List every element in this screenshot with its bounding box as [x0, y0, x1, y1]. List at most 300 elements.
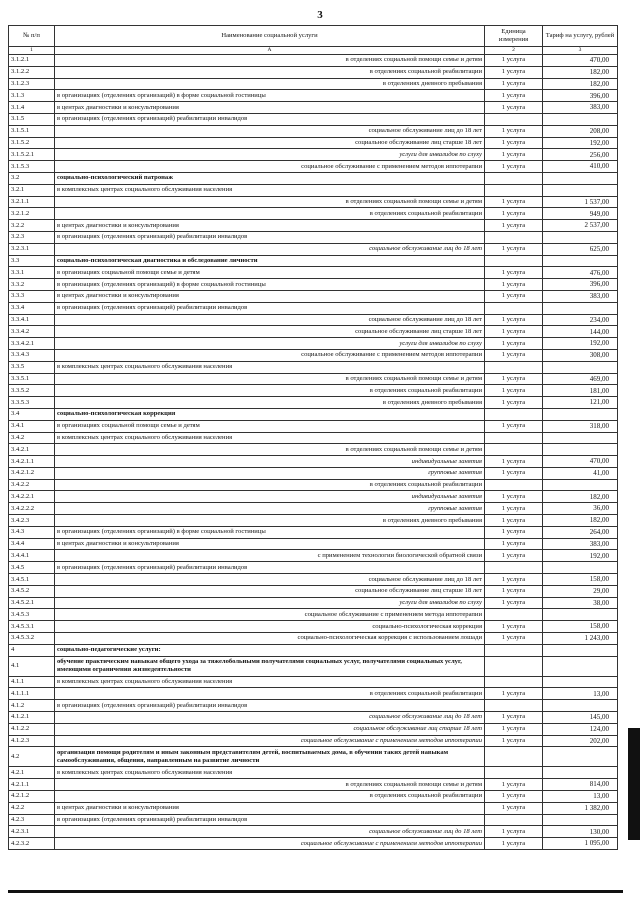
row-unit: 1 услуга [485, 78, 543, 90]
row-service-name: в комплексных центрах социального обслуживания населения [55, 361, 485, 373]
row-unit: 1 услуга [485, 467, 543, 479]
scan-edge-mark [628, 728, 640, 840]
row-service-name: социальное обслуживание лиц до 18 лет [55, 826, 485, 838]
row-price: 182,00 [543, 78, 618, 90]
row-service-name: социальное обслуживание лиц старше 18 лет [55, 723, 485, 735]
row-service-name: в отделениях социальной реабилитации [55, 385, 485, 397]
row-number: 3.3.1 [9, 267, 55, 279]
row-unit: 1 услуга [485, 125, 543, 137]
row-price: 38,00 [543, 597, 618, 609]
row-number: 3.4.3 [9, 526, 55, 538]
row-unit: 1 услуга [485, 66, 543, 78]
row-service-name: социальное обслуживание лиц до 18 лет [55, 125, 485, 137]
row-unit [485, 700, 543, 712]
row-unit: 1 услуга [485, 723, 543, 735]
row-service-name: социальное обслуживание лиц до 18 лет [55, 314, 485, 326]
header-name: Наименование социальной услуги [55, 26, 485, 47]
row-number: 3.1.5.2.1 [9, 149, 55, 161]
row-unit: 1 услуга [485, 538, 543, 550]
table-header-row [9, 26, 618, 47]
row-unit: 1 услуга [485, 802, 543, 814]
row-number: 3.1.3 [9, 90, 55, 102]
row-price: 470,00 [543, 456, 618, 468]
row-service-name: социальное обслуживание лиц старше 18 лет [55, 585, 485, 597]
row-service-name: в организациях (отделениях организаций) в форме социальной гостиницы [55, 279, 485, 291]
row-number: 3.4.5 [9, 562, 55, 574]
table-row [9, 78, 618, 90]
row-price [543, 408, 618, 420]
table-row [9, 538, 618, 550]
row-price: 192,00 [543, 550, 618, 562]
row-price: 410,00 [543, 161, 618, 173]
table-row [9, 826, 618, 838]
row-price [543, 562, 618, 574]
row-unit [485, 814, 543, 826]
row-unit [485, 113, 543, 125]
row-number: 4.2.1 [9, 767, 55, 779]
row-unit [485, 432, 543, 444]
table-row [9, 172, 618, 184]
row-service-name: в организациях (отделениях организаций) реабилитации инвалидов [55, 562, 485, 574]
row-price: 625,00 [543, 243, 618, 255]
row-number: 3.1.2.2 [9, 66, 55, 78]
row-service-name: в отделениях социальной реабилитации [55, 791, 485, 803]
index-col-1: 1 [9, 47, 55, 55]
row-unit: 1 услуга [485, 314, 543, 326]
row-price: 469,00 [543, 373, 618, 385]
row-service-name: индивидуальные занятия [55, 456, 485, 468]
row-price [543, 444, 618, 456]
row-number: 3.4.5.3.1 [9, 621, 55, 633]
table-row [9, 373, 618, 385]
row-unit: 1 услуга [485, 326, 543, 338]
row-unit [485, 302, 543, 314]
row-unit: 1 услуга [485, 574, 543, 586]
table-row [9, 161, 618, 173]
row-number: 3.4.2.3 [9, 515, 55, 527]
row-unit: 1 услуга [485, 149, 543, 161]
table-row [9, 562, 618, 574]
row-price: 1 095,00 [543, 838, 618, 850]
row-number: 3.4.2.2.1 [9, 491, 55, 503]
row-unit [485, 408, 543, 420]
table-row [9, 149, 618, 161]
row-number: 3.4.1 [9, 420, 55, 432]
row-number: 3.3.4 [9, 302, 55, 314]
table-row [9, 408, 618, 420]
row-service-name: групповые занятия [55, 503, 485, 515]
row-unit [485, 767, 543, 779]
table-row [9, 55, 618, 67]
row-number: 3.3 [9, 255, 55, 267]
row-number: 3.2 [9, 172, 55, 184]
row-service-name: в организациях (отделениях организаций) реабилитации инвалидов [55, 231, 485, 243]
row-unit: 1 услуга [485, 385, 543, 397]
row-price [543, 656, 618, 676]
row-unit: 1 услуга [485, 735, 543, 747]
row-number: 3.4.4.1 [9, 550, 55, 562]
row-price: 234,00 [543, 314, 618, 326]
table-row [9, 231, 618, 243]
row-service-name: в организациях (отделениях организаций) реабилитации инвалидов [55, 814, 485, 826]
row-service-name: социальное обслуживание лиц старше 18 лет [55, 137, 485, 149]
table-row [9, 349, 618, 361]
row-unit: 1 услуга [485, 90, 543, 102]
table-row [9, 338, 618, 350]
row-number: 3.4.2.2.2 [9, 503, 55, 515]
index-col-4: 3 [543, 47, 618, 55]
table-row [9, 125, 618, 137]
row-service-name: в комплексных центрах социального обслуживания населения [55, 767, 485, 779]
row-price: 396,00 [543, 90, 618, 102]
row-price [543, 644, 618, 656]
row-number: 3.1.5.1 [9, 125, 55, 137]
table-row [9, 302, 618, 314]
row-price: 145,00 [543, 712, 618, 724]
row-number: 3.4.5.3.2 [9, 633, 55, 645]
column-index-row [9, 47, 618, 55]
table-row [9, 644, 618, 656]
row-service-name: организация помощи родителям и иным законным представителям детей, воспитываемых дома, в обучении таких детей навыкам самообслуживания, общения, направленным на развитие личности [55, 747, 485, 767]
row-price [543, 113, 618, 125]
row-service-name: в отделениях социальной помощи семье и детям [55, 373, 485, 385]
row-number: 3.3.4.2.1 [9, 338, 55, 350]
row-service-name: в отделениях социальной реабилитации [55, 208, 485, 220]
row-number: 4.2.3.1 [9, 826, 55, 838]
table-row [9, 621, 618, 633]
row-price [543, 609, 618, 621]
row-unit: 1 услуга [485, 597, 543, 609]
table-row [9, 314, 618, 326]
row-number: 3.3.4.1 [9, 314, 55, 326]
row-price: 1 537,00 [543, 196, 618, 208]
row-number: 3.3.5 [9, 361, 55, 373]
row-price [543, 747, 618, 767]
row-unit [485, 172, 543, 184]
row-number: 3.4.2.1.2 [9, 467, 55, 479]
row-unit: 1 услуга [485, 102, 543, 114]
table-row [9, 102, 618, 114]
row-number: 4.1.2.1 [9, 712, 55, 724]
row-unit: 1 услуга [485, 279, 543, 291]
row-service-name: в организациях (отделениях организаций) реабилитации инвалидов [55, 302, 485, 314]
row-price [543, 255, 618, 267]
row-price: 202,00 [543, 735, 618, 747]
table-row [9, 838, 618, 850]
table-row [9, 432, 618, 444]
row-price: 383,00 [543, 102, 618, 114]
row-service-name: групповые занятия [55, 467, 485, 479]
row-price [543, 302, 618, 314]
row-number: 3.3.3 [9, 290, 55, 302]
table-row [9, 220, 618, 232]
row-price: 36,00 [543, 503, 618, 515]
row-service-name: социальное обслуживание лиц до 18 лет [55, 574, 485, 586]
row-unit: 1 услуга [485, 397, 543, 409]
table-row [9, 208, 618, 220]
row-price: 1 382,00 [543, 802, 618, 814]
row-number: 3.4.5.2.1 [9, 597, 55, 609]
row-unit: 1 услуга [485, 373, 543, 385]
table-row [9, 503, 618, 515]
table-row [9, 467, 618, 479]
row-price: 383,00 [543, 538, 618, 550]
row-number: 3.4.2.2 [9, 479, 55, 491]
row-price: 264,00 [543, 526, 618, 538]
row-price: 256,00 [543, 149, 618, 161]
table-row [9, 526, 618, 538]
row-service-name: в отделениях социальной помощи семье и детям [55, 55, 485, 67]
row-price: 2 537,00 [543, 220, 618, 232]
row-number: 4.2.3.2 [9, 838, 55, 850]
table-row [9, 735, 618, 747]
row-number: 3.2.3.1 [9, 243, 55, 255]
row-number: 3.2.1.1 [9, 196, 55, 208]
row-service-name: в организациях (отделениях организаций) в форме социальной гостиницы [55, 526, 485, 538]
row-service-name: в центрах диагностики и консультирования [55, 102, 485, 114]
row-unit: 1 услуга [485, 826, 543, 838]
table-row [9, 597, 618, 609]
row-price: 29,00 [543, 585, 618, 597]
row-service-name: социально-психологическая диагностика и обследование личности [55, 255, 485, 267]
row-price: 41,00 [543, 467, 618, 479]
row-service-name: в отделениях социальной реабилитации [55, 688, 485, 700]
table-row [9, 767, 618, 779]
table-row [9, 747, 618, 767]
row-number: 4.2.2 [9, 802, 55, 814]
row-service-name: в отделениях социальной реабилитации [55, 479, 485, 491]
row-unit: 1 услуга [485, 633, 543, 645]
table-row [9, 326, 618, 338]
row-number: 3.1.4 [9, 102, 55, 114]
row-service-name: социальное обслуживание лиц до 18 лет [55, 712, 485, 724]
row-unit: 1 услуга [485, 55, 543, 67]
row-price: 13,00 [543, 688, 618, 700]
row-number: 3.1.2.3 [9, 78, 55, 90]
row-unit: 1 услуга [485, 688, 543, 700]
table-row [9, 633, 618, 645]
row-price: 182,00 [543, 515, 618, 527]
table-row [9, 676, 618, 688]
row-price: 476,00 [543, 267, 618, 279]
header-price: Тариф на услугу, рублей [543, 26, 618, 47]
table-row [9, 456, 618, 468]
table-row [9, 267, 618, 279]
row-unit: 1 услуга [485, 349, 543, 361]
row-service-name: в комплексных центрах социального обслуживания населения [55, 184, 485, 196]
row-service-name: социально-педагогические услуги: [55, 644, 485, 656]
table-row [9, 279, 618, 291]
row-price [543, 231, 618, 243]
table-row [9, 420, 618, 432]
row-unit: 1 услуга [485, 208, 543, 220]
row-price: 308,00 [543, 349, 618, 361]
row-unit [485, 231, 543, 243]
row-service-name: услуги для инвалидов по слуху [55, 149, 485, 161]
table-row [9, 814, 618, 826]
row-price: 814,00 [543, 779, 618, 791]
row-price: 1 243,00 [543, 633, 618, 645]
header-num: № п/п [9, 26, 55, 47]
row-number: 3.3.5.3 [9, 397, 55, 409]
row-unit: 1 услуга [485, 220, 543, 232]
row-unit [485, 444, 543, 456]
row-price: 949,00 [543, 208, 618, 220]
row-unit: 1 услуга [485, 526, 543, 538]
table-row [9, 723, 618, 735]
row-number: 4.2.1.1 [9, 779, 55, 791]
row-number: 3.1.2.1 [9, 55, 55, 67]
row-unit: 1 услуга [485, 196, 543, 208]
row-service-name: социальное обслуживание с применением методов иппотерапии [55, 838, 485, 850]
row-unit [485, 644, 543, 656]
row-number: 3.1.5 [9, 113, 55, 125]
row-price: 130,00 [543, 826, 618, 838]
row-service-name: в центрах диагностики и консультирования [55, 538, 485, 550]
row-service-name: в отделениях дневного пребывания [55, 397, 485, 409]
row-number: 3.3.2 [9, 279, 55, 291]
row-service-name: социальное обслуживание с применением методов иппотерапии [55, 161, 485, 173]
table-row [9, 397, 618, 409]
row-unit [485, 184, 543, 196]
row-unit: 1 услуга [485, 503, 543, 515]
row-price: 192,00 [543, 338, 618, 350]
row-price: 124,00 [543, 723, 618, 735]
row-unit [485, 255, 543, 267]
row-price [543, 172, 618, 184]
row-number: 3.3.5.2 [9, 385, 55, 397]
row-number: 4.1.1 [9, 676, 55, 688]
row-number: 4.2 [9, 747, 55, 767]
row-unit: 1 услуга [485, 456, 543, 468]
row-service-name: в отделениях дневного пребывания [55, 515, 485, 527]
row-service-name: обучение практическим навыкам общего ухода за тяжелобольными получателями социальных услуг, получателями социальных услуг, имеющими ограничения жизнедеятельности [55, 656, 485, 676]
row-service-name: социально-психологическая коррекция [55, 408, 485, 420]
row-price: 318,00 [543, 420, 618, 432]
row-unit [485, 609, 543, 621]
table-row [9, 802, 618, 814]
table-row [9, 491, 618, 503]
table-row [9, 137, 618, 149]
row-number: 3.3.4.2 [9, 326, 55, 338]
row-service-name: в комплексных центрах социального обслуживания населения [55, 676, 485, 688]
row-number: 3.1.5.3 [9, 161, 55, 173]
table-row [9, 184, 618, 196]
row-unit [485, 361, 543, 373]
row-number: 3.2.3 [9, 231, 55, 243]
row-number: 4.1 [9, 656, 55, 676]
row-price [543, 767, 618, 779]
table-row [9, 700, 618, 712]
row-service-name: социально-психологическая коррекция с использованием лошади [55, 633, 485, 645]
row-service-name: социальное обслуживание с применением методов иппотерапии [55, 349, 485, 361]
table-row [9, 688, 618, 700]
row-service-name: услуги для инвалидов по слуху [55, 338, 485, 350]
row-unit: 1 услуга [485, 712, 543, 724]
row-number: 4.2.3 [9, 814, 55, 826]
row-unit: 1 услуга [485, 550, 543, 562]
row-price: 383,00 [543, 290, 618, 302]
row-unit: 1 услуга [485, 515, 543, 527]
row-price [543, 184, 618, 196]
services-tariff-table [8, 25, 618, 850]
row-service-name: социальное обслуживание лиц старше 18 лет [55, 326, 485, 338]
row-service-name: в отделениях социальной помощи семье и детям [55, 196, 485, 208]
row-price: 192,00 [543, 137, 618, 149]
table-row [9, 656, 618, 676]
table-row [9, 479, 618, 491]
table-row [9, 791, 618, 803]
row-service-name: в организациях (отделениях организаций) реабилитации инвалидов [55, 113, 485, 125]
row-unit: 1 услуга [485, 585, 543, 597]
row-number: 4 [9, 644, 55, 656]
row-number: 4.1.1.1 [9, 688, 55, 700]
table-row [9, 66, 618, 78]
row-service-name: в отделениях социальной помощи семье и детям [55, 444, 485, 456]
row-service-name: социальное обслуживание с применением методов иппотерапии [55, 735, 485, 747]
table-row [9, 779, 618, 791]
row-number: 3.2.1.2 [9, 208, 55, 220]
table-row [9, 712, 618, 724]
row-number: 3.4.5.1 [9, 574, 55, 586]
row-number: 3.4.2 [9, 432, 55, 444]
row-price: 121,00 [543, 397, 618, 409]
index-col-3: 2 [485, 47, 543, 55]
row-service-name: с применением технологии биологической обратной связи [55, 550, 485, 562]
row-price: 158,00 [543, 574, 618, 586]
row-number: 3.4.4 [9, 538, 55, 550]
table-row [9, 290, 618, 302]
row-price [543, 361, 618, 373]
row-service-name: в организациях (отделениях организаций) реабилитации инвалидов [55, 700, 485, 712]
row-service-name: в центрах диагностики и консультирования [55, 802, 485, 814]
row-service-name: в центрах диагностики и консультирования [55, 220, 485, 232]
row-unit: 1 услуга [485, 791, 543, 803]
row-number: 4.1.2.2 [9, 723, 55, 735]
index-col-2: А [55, 47, 485, 55]
row-number: 4.1.2.3 [9, 735, 55, 747]
row-unit [485, 479, 543, 491]
row-price [543, 432, 618, 444]
table-row [9, 585, 618, 597]
table-row [9, 113, 618, 125]
page-number: 3 [317, 9, 323, 21]
table-row [9, 444, 618, 456]
row-number: 4.2.1.2 [9, 791, 55, 803]
row-number: 3.4 [9, 408, 55, 420]
row-service-name: социальное обслуживание с применением метода иппотерапии [55, 609, 485, 621]
table-row [9, 609, 618, 621]
row-unit: 1 услуга [485, 137, 543, 149]
row-unit: 1 услуга [485, 267, 543, 279]
row-price: 181,00 [543, 385, 618, 397]
table-row [9, 196, 618, 208]
table-row [9, 574, 618, 586]
row-service-name: индивидуальные занятия [55, 491, 485, 503]
row-price: 182,00 [543, 491, 618, 503]
row-number: 3.4.2.1 [9, 444, 55, 456]
header-unit: Единица измерения [485, 26, 543, 47]
table-row [9, 385, 618, 397]
row-unit: 1 услуга [485, 420, 543, 432]
row-service-name: в организациях социальной помощи семье и детям [55, 267, 485, 279]
table-row [9, 550, 618, 562]
row-price: 470,00 [543, 55, 618, 67]
row-price [543, 676, 618, 688]
row-service-name: социально-психологическая коррекция [55, 621, 485, 633]
row-service-name: в организациях (отделениях организаций) в форме социальной гостиницы [55, 90, 485, 102]
row-service-name: в отделениях дневного пребывания [55, 78, 485, 90]
